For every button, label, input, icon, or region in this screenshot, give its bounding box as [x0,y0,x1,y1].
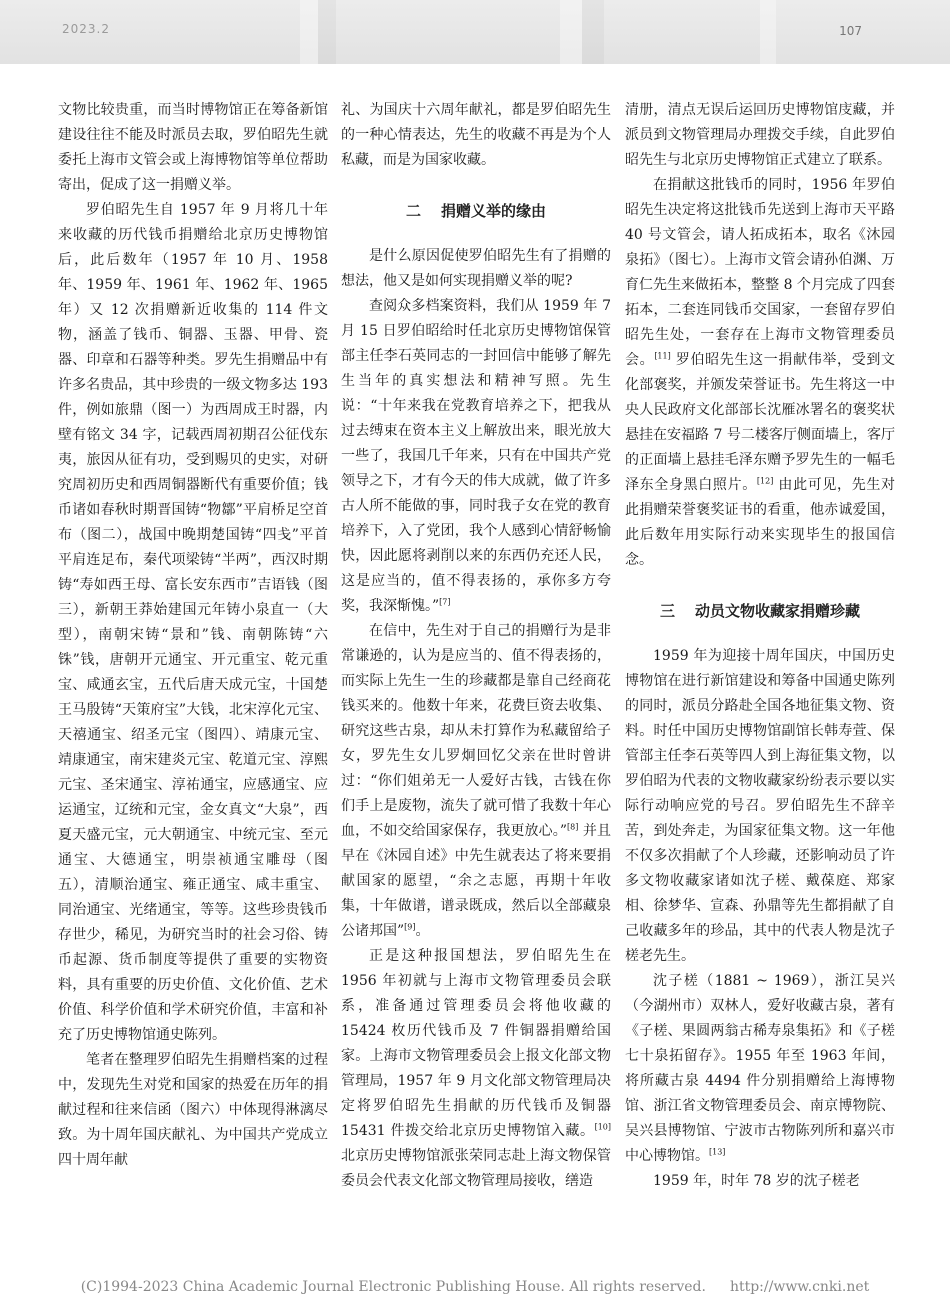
footnote-ref: [7] [439,597,451,607]
footnote-ref: [13] [709,1147,726,1157]
paragraph-text: 北京历史博物馆派张荣同志赴上海文物保管委员会代表文化部文物管理局接收，缮造 [341,1148,611,1189]
header-decoration [760,0,776,64]
footnote-ref: [9] [404,922,416,932]
paragraph-text: 在信中，先生对于自己的捐赠行为是非常谦逊的，认为是应当的、值不得表扬的，而实际上先生一生的珍藏都是靠自己经商花钱买来的。他数十年来，花费巨资去收集、研究这些古泉，却从未打算作为私藏留给子女，罗先生女儿罗炯回忆父亲在世时曾讲过：“你们姐弟无一人爱好古钱，古钱在你们手上是废物，流失了就可惜了我数十年心血，不如交给国家保存，我更放心。” [341,623,611,839]
paragraph: 清册，清点无误后运回历史博物馆庋藏，并派员到文物管理局办理拨交手续，自此罗伯昭先生与北京历史博物馆正式建立了联系。 [625,102,895,168]
footnote-ref: [12] [756,476,774,486]
column-2 [341,98,611,1194]
paragraph: 礼、为国庆十六周年献礼，都是罗伯昭先生的一种心情表达，先生的收藏不再是为个人私藏，而是为国家收藏。 [341,102,611,168]
section-heading [625,599,895,624]
paragraph-text: 在捐献这批钱币的同时，1956 年罗伯昭先生决定将这批钱币先送到上海市天平路 40 号文管会，请人拓成拓本，取名《沐园泉拓》（图七）。上海市文管会请孙伯渊、万育仁先生来做拓本，整整 8 个月完成了四套拓本，二套连同钱币交国家，一套留存罗伯昭先生处，一套存在上海市文物管理委员会。 [625,177,895,368]
section-number: 二 [405,202,421,220]
issue-date: 2023.2 [62,22,110,36]
section-number: 三 [659,602,675,620]
paragraph-text: 罗伯昭先生这一捐献伟举，受到文化部褒奖，并颁发荣誉证书。先生将这一中央人民政府文化部部长沈雁冰署名的褒奖状悬挂在安福路 7 号二楼客厅侧面墙上，客厅的正面墙上悬挂毛泽东赠予罗先生的一幅毛泽东全身黑白照片。 [625,352,895,493]
paragraph [625,173,895,573]
header-decoration [560,0,582,64]
footnote-ref: [10] [594,1122,611,1132]
column-3 [625,98,895,1194]
footnote-ref: [11] [654,351,671,361]
paragraph: 是什么原因促使罗伯昭先生有了捐赠的想法，他又是如何实现捐赠义举的呢? [341,248,611,289]
paragraph: 罗伯昭先生自 1957 年 9 月将几十年来收藏的历代钱币捐赠给北京历史博物馆后，此后数年（1957 年 10 月、1958 年、1959 年、1961 年、1962 年、1965 年）又 12 次捐赠新近收集的 114 件文物，涵盖了钱币、铜器、玉器、甲骨、瓷器、印章和石器等种类。罗先生捐赠品中有许多名贵品，其中珍贵的一级文物多达 193 件，例如旅鼎（图一）为西周成王时器，内壁有铭文 34 字，记载西周初期召公征伐东夷，旅因从征有功，受到赐贝的史实，对研究周初历史和西周铜器断代有重要价值；钱币诸如春秋时期晋国铸“物鄒”平肩桥足空首布（图二），战国中晚期楚国铸“四戋”平首平肩连足布，秦代项梁铸“半两”，西汉时期铸“寿如西王母、富长安东西市”吉语钱（图三），新朝王莽始建国元年铸小泉直一（大型），南朝宋铸“景和”钱、南朝陈铸“六铢”钱，唐朝开元通宝、开元重宝、乾元重宝、咸通玄宝，五代后唐天成元宝，十国楚王马殷铸“天策府宝”大钱，北宋淳化元宝、天禧通宝、绍圣元宝（图四）、靖康元宝、靖康通宝，南宋建炎元宝、乾道元宝、淳熙元宝、圣宋通宝、淳祐通宝，应感通宝、应运通宝，辽统和元宝，金女真文“大泉”，西夏天盛元宝，元大朝通宝、中统元宝、至元通宝、大德通宝，明崇祯通宝雕母（图五），清顺治通宝、雍正通宝、咸丰重宝、同治通宝、光绪通宝，等等。这些珍贵钱币存世少，稀见，为研究当时的社会习俗、铸币起源、货币制度等提供了重要的实物资料，具有重要的历史价值、文化价值、艺术价值、科学价值和学术研究价值，丰富和补充了历史博物馆通史陈列。 [58,202,328,1043]
paragraph: 1959 年为迎接十周年国庆，中国历史博物馆在进行新馆建设和筹备中国通史陈列的同时，派员分路赴全国各地征集文物、资料。时任中国历史博物馆副馆长韩寿萱、保管部主任李石英等四人到上海征集文物，以罗伯昭为代表的文物收藏家纷纷表示要以实际行动响应党的号召。罗伯昭先生不辞辛苦，到处奔走，为国家征集文物。这一年他不仅多次捐献了个人珍藏，还影响动员了许多文物收藏家诸如沈子槎、戴葆庭、郑家相、徐梦华、宣森、孙鼎等先生都捐献了自己收藏多年的珍品，其中的代表人物是沈子槎老先生。 [625,648,895,964]
paragraph-text: 。 [415,923,430,939]
section-title: 捐赠义举的缘由 [441,202,547,220]
paragraph [341,619,611,944]
paragraph [625,969,895,1169]
section-heading [341,199,611,224]
paragraph-text: 由此可见，先生对此捐赠荣誉褒奖证书的看重，他赤诚爱国，此后数年用实际行动来实现毕生的报国信念。 [625,477,895,568]
section-title: 动员文物收藏家捐赠珍藏 [695,602,861,620]
paragraph: 文物比较贵重，而当时博物馆正在筹备新馆建设往往不能及时派员去取，罗伯昭先生就委托上海市文管会或上海博物馆等单位帮助寄出，促成了这一捐赠义举。 [58,102,328,193]
paragraph [341,944,611,1194]
header-decoration [318,0,336,64]
header-decoration [300,0,318,64]
page-footer [0,1279,950,1295]
paragraph-text: 并且早在《沐园自述》中先生就表达了将来要捐献国家的愿望，“余之志愿，再期十年收集，十年做谱，谱录既成，然后以全部藏泉公诸邦国” [341,823,612,939]
copyright-notice: (C)1994-2023 China Academic Journal Electronic Publishing House. All rights reserved. [80,1279,706,1295]
page-header [0,0,950,64]
paragraph: 笔者在整理罗伯昭先生捐赠档案的过程中，发现先生对党和国家的热爱在历年的捐献过程和往来信函（图六）中体现得淋漓尽致。为十周年国庆献礼、为中国共产党成立四十周年献 [58,1052,328,1168]
footer-url: http://www.cnki.net [729,1279,870,1295]
footnote-ref: [8] [566,822,579,832]
paragraph-text: 沈子槎（1881 ~ 1969），浙江吴兴（今湖州市）双林人，爱好收藏古泉，著有《子槎、果圆两翁古稀寿泉集拓》和《子槎七十泉拓留存》。1955 年至 1963 年间，将所藏古泉 4494 件分别捐赠给上海博物馆、浙江省文物管理委员会、南京博物院、吴兴县博物馆、宁波市古物陈列所和嘉兴市中心博物馆。 [625,973,895,1164]
page-number: 107 [839,24,862,38]
column-1 [58,98,328,1173]
paragraph: 1959 年，时年 78 岁的沈子槎老 [653,1173,860,1189]
paragraph [341,294,611,619]
paragraph-text: 正是这种报国想法，罗伯昭先生在 1956 年初就与上海市文物管理委员会联系，准备通过管理委员会将他收藏的 15424 枚历代钱币及 7 件铜器捐赠给国家。上海市文物管理委员会上报文化部文物管理局，1957 年 9 月文化部文物管理局决定将罗伯昭先生捐献的历代钱币及铜器 15431 件拨交给北京历史博物馆入藏。 [341,948,611,1139]
paragraph-text: 查阅众多档案资料，我们从 1959 年 7 月 15 日罗伯昭给时任北京历史博物馆保管部主任李石英同志的一封回信中能够了解先生当年的真实想法和精神写照。先生说：“十年来我在党教育培养之下，把我从过去缚束在资本主义上解放出来，眼光放大一些了，我国几千年来，只有在中国共产党领导之下，才有今天的伟大成就，做了许多古人所不能做的事，同时我子女在党的教育培养下，入了党团，我个人感到心情舒畅愉快，因此愿将剥削以来的东西仍充还人民，这是应当的，值不得表扬的，承你多方夸奖，我深惭愧。” [341,298,611,614]
header-decoration [582,0,604,64]
